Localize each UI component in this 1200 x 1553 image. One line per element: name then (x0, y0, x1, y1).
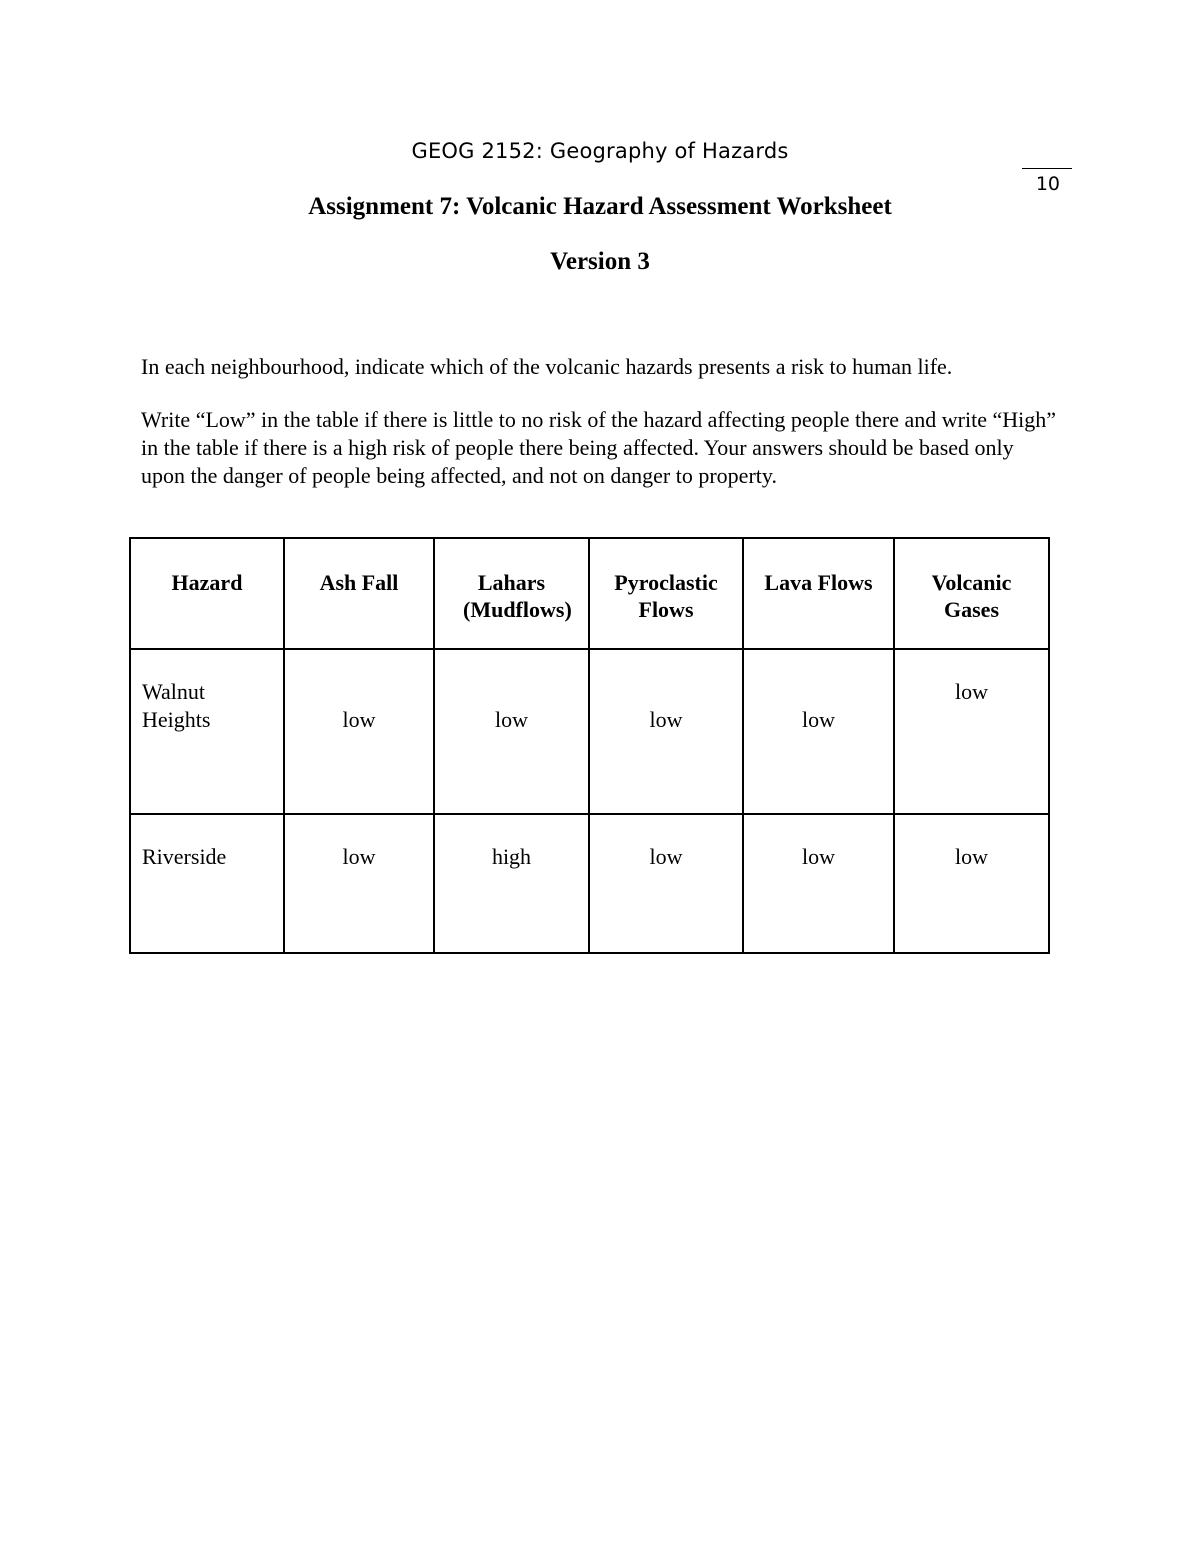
version-label: Version 3 (550, 248, 650, 275)
risk-cell: low (589, 649, 743, 814)
header-pyroclastic-flows: Pyroclastic Flows (589, 538, 743, 649)
risk-cell: low (743, 814, 894, 953)
score-total: 10 (1022, 168, 1072, 195)
header-hazard: Hazard (130, 538, 284, 649)
risk-cell: high (434, 814, 589, 953)
risk-cell: low (894, 814, 1049, 953)
table-row (130, 649, 1049, 814)
table-row (130, 814, 1049, 953)
risk-cell: low (589, 814, 743, 953)
instructions-paragraph-2: Write “Low” in the table if there is little to no risk of the hazard affecting people there and write “High” in the table if there is a high risk of people there being affected. Your answers should be based only upon the danger of people being affected, and not on danger to property. (141, 407, 1057, 488)
risk-cell: low (434, 649, 589, 814)
risk-cell: low (894, 649, 1049, 814)
instructions-paragraph-1: In each neighbourhood, indicate which of the volcanic hazards presents a risk to human life. (141, 354, 953, 379)
risk-cell: low (284, 814, 434, 953)
header-ash-fall: Ash Fall (284, 538, 434, 649)
header-lahars: Lahars (Mudflows) (434, 538, 589, 649)
course-title: GEOG 2152: Geography of Hazards (411, 139, 789, 163)
header-volcanic-gases: Volcanic Gases (894, 538, 1049, 649)
risk-cell: low (743, 649, 894, 814)
assignment-title: Assignment 7: Volcanic Hazard Assessment Worksheet (308, 193, 892, 220)
table-header-row (130, 538, 1049, 649)
header-lava-flows: Lava Flows (743, 538, 894, 649)
risk-cell: low (284, 649, 434, 814)
neighbourhood-name: Riverside (130, 814, 284, 953)
hazard-table (129, 537, 1050, 954)
neighbourhood-name: Walnut Heights (130, 649, 284, 814)
